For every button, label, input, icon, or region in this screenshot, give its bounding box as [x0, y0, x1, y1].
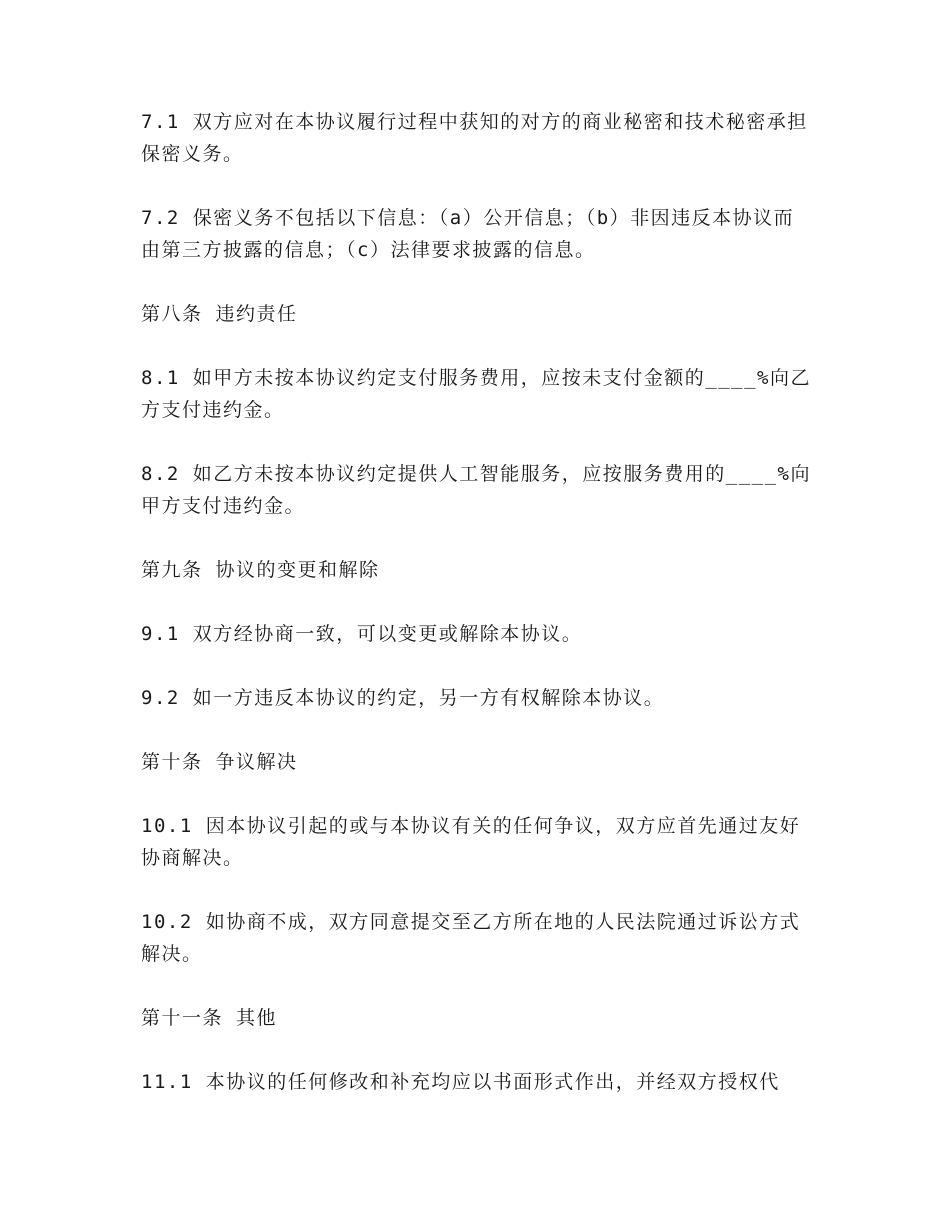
article-11-heading: 第十一条 其他 — [141, 1007, 277, 1029]
clause-11-1: 11.1 本协议的任何修改和补充均应以书面形式作出，并经双方授权代 — [141, 1071, 780, 1093]
clause-7-2: 7.2 保密义务不包括以下信息：（a）公开信息；（b）非因违反本协议而由第三方披露的信息；（c）法律要求披露的信息。 — [141, 207, 795, 261]
clause-10-1: 10.1 因本协议引起的或与本协议有关的任何争议，双方应首先通过友好协商解决。 — [141, 815, 801, 869]
article-10-heading: 第十条 争议解决 — [141, 751, 298, 773]
clause-9-2: 9.2 如一方违反本协议的约定，另一方有权解除本协议。 — [141, 687, 665, 709]
clause-10-2: 10.2 如协商不成，双方同意提交至乙方所在地的人民法院通过诉讼方式解决。 — [141, 911, 801, 965]
article-8-heading: 第八条 违约责任 — [141, 303, 298, 325]
article-9-heading: 第九条 协议的变更和解除 — [141, 559, 380, 581]
document-body — [141, 106, 811, 1130]
clause-9-1: 9.1 双方经协商一致，可以变更或解除本协议。 — [141, 623, 583, 645]
clause-7-1: 7.1 双方应对在本协议履行过程中获知的对方的商业秘密和技术秘密承担保密义务。 — [141, 111, 808, 165]
clause-8-2: 8.2 如乙方未按本协议约定提供人工智能服务，应按服务费用的____%向甲方支付违约金。 — [141, 463, 811, 517]
clause-8-1: 8.1 如甲方未按本协议约定支付服务费用，应按未支付金额的____%向乙方支付违约金。 — [141, 367, 811, 421]
